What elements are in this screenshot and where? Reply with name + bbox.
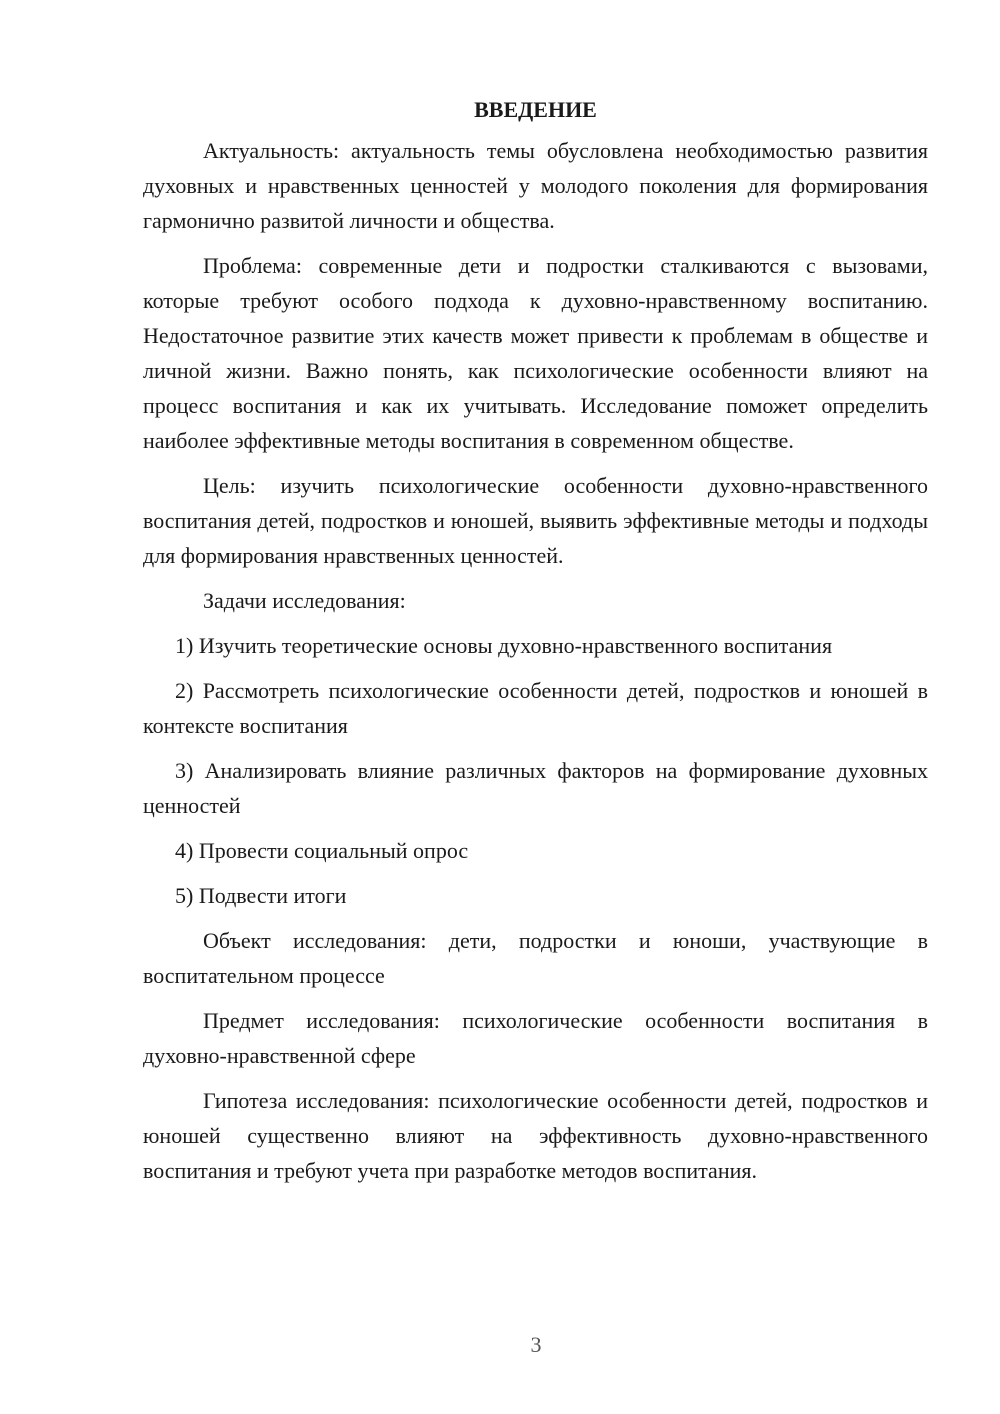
problem-paragraph: Проблема: современные дети и подростки сталкиваются с вызовами, которые требуют особого подхода к духовно-нравственному воспитанию. Недостаточное развитие этих качеств может привести к проблемам в обществе и личной жизни. Важно понять, как психологические особенности влияют на процесс воспитания и как их учитывать. Исследование поможет определить наиболее эффективные методы воспитания в современном обществе. — [143, 253, 928, 453]
task-item: 1) Изучить теоретические основы духовно-нравственного воспитания — [175, 633, 833, 658]
document-page — [143, 92, 928, 1188]
hypothesis-paragraph: Гипотеза исследования: психологические особенности детей, подростков и юношей существенно влияют на эффективность духовно-нравственного воспитания и требуют учета при разработке методов воспитания. — [143, 1088, 928, 1183]
object-paragraph: Объект исследования: дети, подростки и юноши, участвующие в воспитательном процессе — [143, 928, 928, 988]
task-item: 4) Провести социальный опрос — [175, 838, 469, 863]
subject-paragraph: Предмет исследования: психологические особенности воспитания в духовно-нравственной сфере — [143, 1008, 928, 1068]
task-item: 3) Анализировать влияние различных факторов на формирование духовных ценностей — [143, 758, 928, 818]
task-item: 5) Подвести итоги — [175, 883, 347, 908]
relevance-paragraph: Актуальность: актуальность темы обусловлена необходимостью развития духовных и нравственных ценностей у молодого поколения для формирования гармонично развитой личности и общества. — [143, 138, 928, 233]
tasks-title: Задачи исследования: — [203, 588, 406, 613]
task-item: 2) Рассмотреть психологические особенности детей, подростков и юношей в контексте воспитания — [143, 678, 928, 738]
section-heading: ВВЕДЕНИЕ — [474, 97, 597, 122]
goal-paragraph: Цель: изучить психологические особенности духовно-нравственного воспитания детей, подростков и юношей, выявить эффективные методы и подходы для формирования нравственных ценностей. — [143, 473, 928, 568]
page-number: 3 — [530, 1332, 542, 1357]
